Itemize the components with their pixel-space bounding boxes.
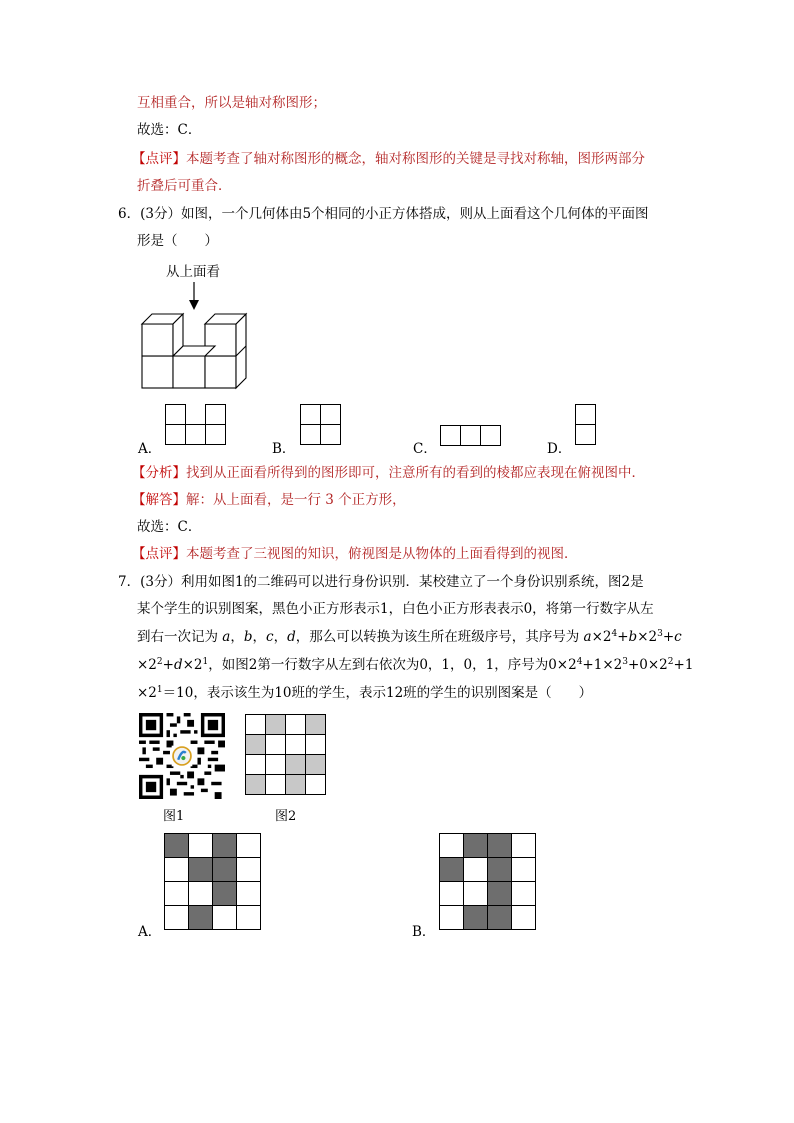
exponent: 3	[657, 629, 663, 639]
grid-cell-white	[306, 735, 326, 755]
text: ，如图2第一行数字从左到右依次为0，1，0，1，序号为0×2	[208, 657, 577, 673]
text: ×2	[137, 685, 157, 701]
grid-cell-white	[464, 882, 488, 906]
grid-cell-white	[440, 834, 464, 858]
plus: +	[617, 629, 629, 645]
grid-cell-white	[512, 906, 536, 930]
grid-cell-white	[237, 834, 261, 858]
var-d: d	[287, 629, 296, 645]
text: ＝10，表示该生为10班的学生，表示12班的学生的识别图案是（ ）	[162, 685, 593, 701]
q6-option-d-figure[interactable]	[575, 404, 598, 446]
grid-cell-black	[213, 882, 237, 906]
figure-2-grid	[245, 714, 328, 797]
qr-code-image	[139, 713, 225, 799]
cube-solid-figure	[140, 312, 252, 392]
comma: ，	[273, 629, 288, 645]
grid-cell-black	[306, 715, 326, 735]
exponent: 1	[202, 657, 209, 667]
grid-cell-black	[213, 858, 237, 882]
grid-cell-black	[440, 858, 464, 882]
var-a: a	[583, 629, 592, 645]
down-arrow-icon	[187, 282, 201, 312]
solution-text-end: 个正方形，	[333, 492, 406, 508]
grid-cell-black	[246, 775, 266, 795]
q6-option-d-label: D．	[547, 441, 572, 457]
var-c: c	[266, 629, 274, 645]
times: ×2	[182, 657, 203, 673]
grid-cell-black	[488, 906, 512, 930]
solution-number: 3	[325, 492, 334, 508]
grid-cell-white	[165, 906, 189, 930]
grid-cell-white	[266, 775, 286, 795]
grid-cell-black	[189, 906, 213, 930]
grid-cell-black	[488, 834, 512, 858]
grid-cell-white	[266, 735, 286, 755]
q6-option-a-label: A．	[138, 441, 162, 457]
text: +0×2	[627, 657, 668, 673]
var-c: c	[674, 629, 682, 645]
q6-option-b-label: B．	[272, 441, 296, 457]
q5-reason-line: 互相重合，所以是轴对称图形；	[137, 95, 326, 111]
grid-cell-white	[237, 882, 261, 906]
view-direction-label: 从上面看	[166, 264, 220, 280]
exponent: 2	[156, 657, 163, 667]
q7-stem-line5	[137, 683, 592, 703]
grid-cell-black	[286, 755, 306, 775]
grid-cell-white	[512, 834, 536, 858]
var-a: a	[222, 629, 231, 645]
grid-cell-white	[440, 906, 464, 930]
comment-text: 本题考查了三视图的知识，俯视图是从物体的上面看得到的视图．	[186, 546, 578, 562]
q5-answer: 故选：C．	[137, 122, 202, 138]
grid-cell-white	[464, 858, 488, 882]
exponent: 2	[667, 657, 674, 667]
text: ，那么可以转换为该生所在班级序号，其序号为	[295, 629, 584, 645]
times: ×2	[137, 657, 157, 673]
grid-cell-white	[189, 882, 213, 906]
grid-cell-white	[246, 715, 266, 735]
text: +1×2	[582, 657, 623, 673]
q7-stem-line2: 某个学生的识别图案，黑色小正方形表示1，白色小正方形表表示0，将第一行数字从左	[137, 601, 654, 617]
q5-comment	[132, 149, 645, 169]
grid-cell-black	[464, 834, 488, 858]
q7-stem-line4	[137, 655, 693, 675]
grid-cell-black	[464, 906, 488, 930]
q6-option-a-figure[interactable]	[165, 404, 228, 446]
q6-analysis	[132, 463, 645, 483]
text: +1	[673, 657, 694, 673]
solution-tag: 【解答】	[132, 492, 186, 508]
exponent: 4	[611, 629, 618, 639]
grid-cell-black	[286, 775, 306, 795]
grid-cell-black	[246, 735, 266, 755]
grid-cell-black	[266, 715, 286, 735]
q5-comment-cont: 折叠后可重合．	[137, 178, 232, 194]
solution-text: 解：从上面看，是一行	[186, 492, 326, 508]
q6-comment	[132, 544, 578, 564]
q6-answer: 故选：C．	[137, 519, 202, 535]
plus: +	[162, 657, 174, 673]
var-b: b	[628, 629, 638, 645]
grid-cell-black	[165, 834, 189, 858]
grid-cell-white	[286, 735, 306, 755]
text: 到右一次记为	[137, 629, 223, 645]
q6-option-c-label: C．	[413, 441, 437, 457]
plus: +	[662, 629, 675, 645]
grid-cell-white	[512, 858, 536, 882]
grid-cell-white	[246, 755, 266, 775]
q7-option-a-grid[interactable]	[164, 833, 261, 930]
grid-cell-white	[237, 858, 261, 882]
times: ×2	[637, 629, 658, 645]
grid-cell-white	[440, 882, 464, 906]
q6-option-c-figure[interactable]	[440, 425, 503, 447]
q7-option-b-grid[interactable]	[439, 833, 536, 930]
grid-cell-white	[165, 882, 189, 906]
q7-option-b-label: B．	[412, 924, 436, 940]
grid-cell-black	[488, 858, 512, 882]
grid-cell-black	[213, 834, 237, 858]
times: ×2	[591, 629, 612, 645]
comment-text: 本题考查了轴对称图形的概念，轴对称图形的关键是寻找对称轴，图形两部分	[186, 151, 645, 167]
q6-stem-line1: 6．(3分）如图，一个几何体由5个相同的小正方体搭成，则从上面看这个几何体的平面图	[118, 206, 649, 222]
exponent: 1	[156, 685, 163, 695]
comment-tag: 【点评】	[132, 151, 186, 167]
figure-2-caption: 图2	[275, 809, 297, 824]
grid-cell-white	[237, 906, 261, 930]
figure-1-caption: 图1	[163, 809, 185, 824]
q6-solution	[132, 490, 406, 510]
analysis-text: 找到从正面看所得到的图形即可，注意所有的看到的棱都应表现在俯视图中．	[186, 465, 645, 481]
q6-stem-line2: 形是（ ）	[137, 233, 218, 249]
comma: ，	[252, 629, 267, 645]
exponent: 3	[622, 657, 628, 667]
grid-cell-white	[165, 858, 189, 882]
grid-cell-black	[189, 858, 213, 882]
q6-option-b-figure[interactable]	[300, 404, 343, 446]
grid-cell-white	[266, 755, 286, 775]
comment-tag: 【点评】	[132, 546, 186, 562]
q7-stem-line3	[137, 627, 682, 647]
q7-option-a-label: A．	[138, 924, 162, 940]
comma: ，	[230, 629, 244, 645]
exponent: 4	[576, 657, 583, 667]
var-d: d	[173, 657, 183, 673]
grid-cell-white	[213, 906, 237, 930]
grid-cell-white	[286, 715, 306, 735]
grid-cell-black	[488, 882, 512, 906]
q7-stem-line1: 7．(3分）利用如图1的二维码可以进行身份识别．某校建立了一个身份识别系统，图2是	[118, 574, 644, 590]
var-b: b	[243, 629, 253, 645]
grid-cell-black	[306, 755, 326, 775]
grid-cell-white	[306, 775, 326, 795]
grid-cell-white	[512, 882, 536, 906]
analysis-tag: 【分析】	[132, 465, 186, 481]
grid-cell-white	[189, 834, 213, 858]
